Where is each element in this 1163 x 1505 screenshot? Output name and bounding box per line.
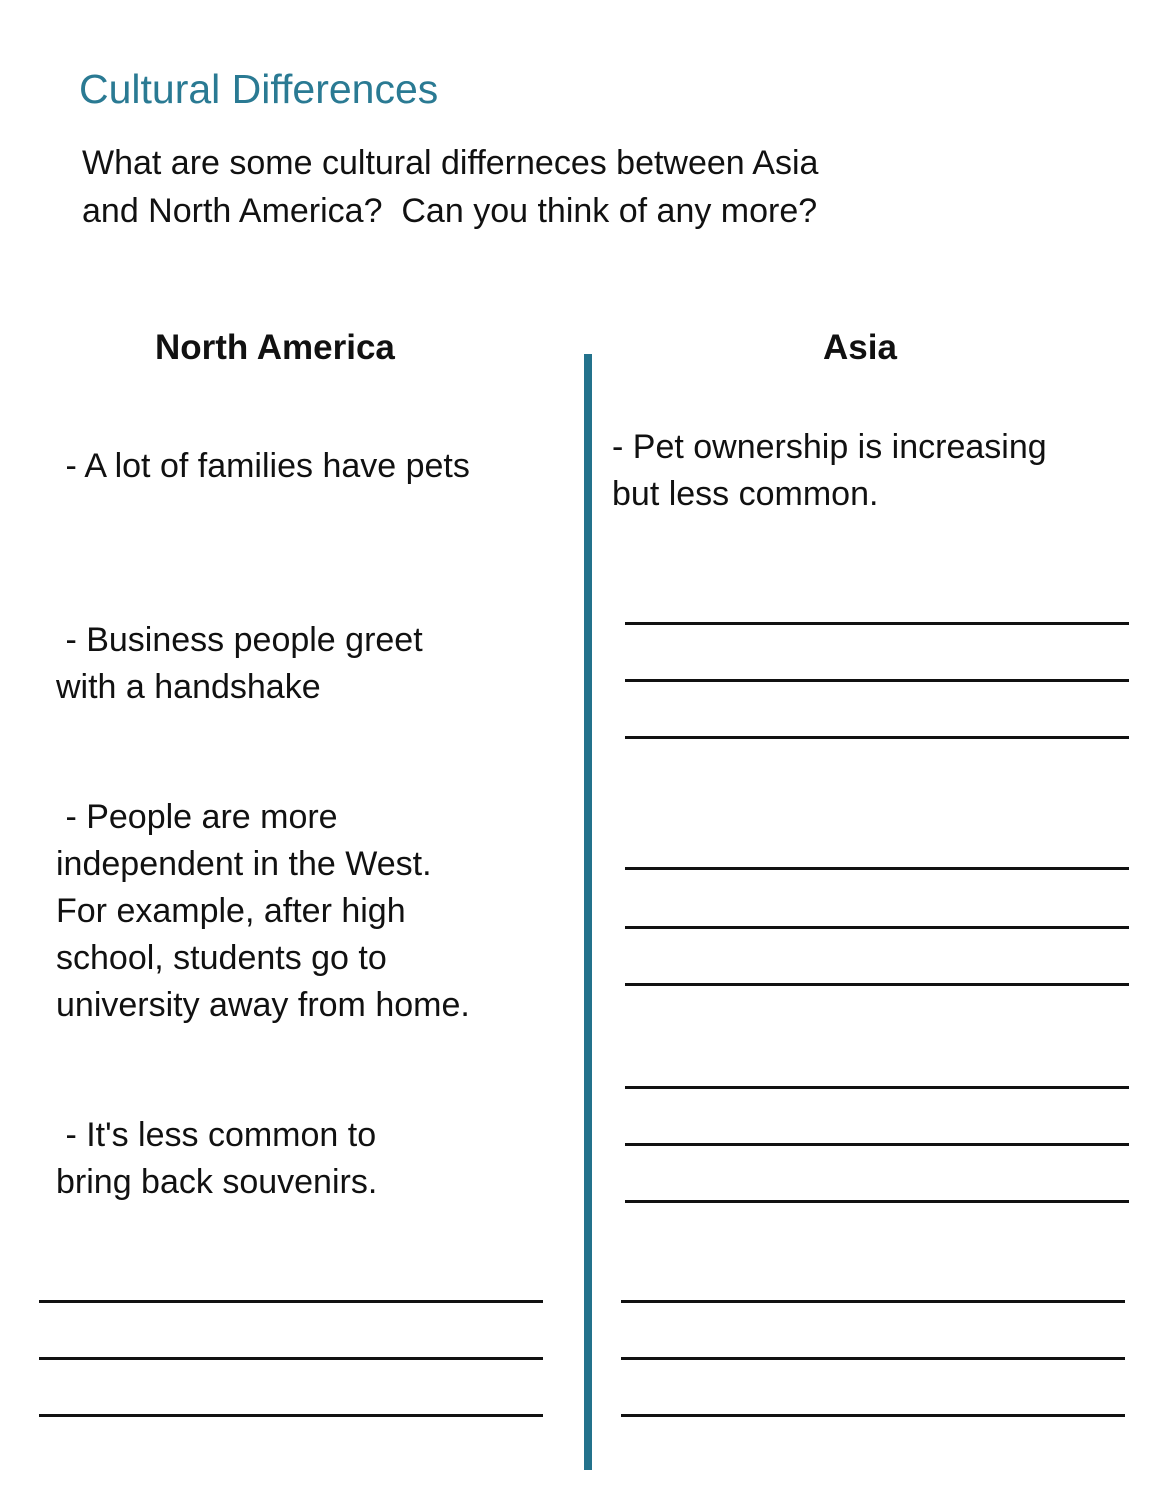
asia-answer-line[interactable] [625, 736, 1129, 739]
asia-answer-line[interactable] [621, 1357, 1125, 1360]
entry-line: For example, after high [56, 892, 406, 930]
entry-line: - A lot of families have pets [56, 447, 470, 485]
asia-answer-line[interactable] [625, 1200, 1129, 1203]
asia-entry-pets [612, 424, 1047, 518]
asia-answer-line[interactable] [625, 867, 1129, 870]
asia-answer-line[interactable] [625, 679, 1129, 682]
asia-answer-line[interactable] [625, 1086, 1129, 1089]
worksheet-question [82, 139, 1042, 235]
north-america-entry-souvenirs [56, 1112, 377, 1206]
asia-answer-line[interactable] [621, 1300, 1125, 1303]
north-america-answer-line[interactable] [39, 1300, 543, 1303]
asia-answer-line[interactable] [625, 926, 1129, 929]
north-america-answer-line[interactable] [39, 1357, 543, 1360]
asia-answer-line[interactable] [625, 1143, 1129, 1146]
entry-line: - People are more [56, 798, 338, 836]
entry-line: with a handshake [56, 668, 321, 706]
north-america-entry-independence [56, 794, 470, 1029]
entry-line: but less common. [612, 475, 879, 513]
entry-line: - Business people greet [56, 621, 423, 659]
asia-heading: Asia [823, 328, 897, 367]
asia-answer-line[interactable] [625, 983, 1129, 986]
asia-answer-line[interactable] [621, 1414, 1125, 1417]
north-america-heading: North America [155, 328, 395, 367]
entry-line: - Pet ownership is increasing [612, 428, 1047, 466]
entry-line: - It's less common to [56, 1116, 377, 1154]
entry-line: school, students go to [56, 939, 387, 977]
north-america-answer-line[interactable] [39, 1414, 543, 1417]
worksheet-title: Cultural Differences [79, 66, 439, 112]
entry-line: independent in the West. [56, 845, 432, 883]
north-america-entry-handshake [56, 617, 423, 711]
column-divider [584, 354, 592, 1470]
question-line: What are some cultural differneces between Asia [82, 144, 819, 182]
entry-line: university away from home. [56, 986, 470, 1024]
entry-line: bring back souvenirs. [56, 1163, 378, 1201]
asia-answer-line[interactable] [625, 622, 1129, 625]
north-america-entry-pets [56, 443, 470, 490]
question-line: and North America? Can you think of any more? [82, 192, 818, 230]
